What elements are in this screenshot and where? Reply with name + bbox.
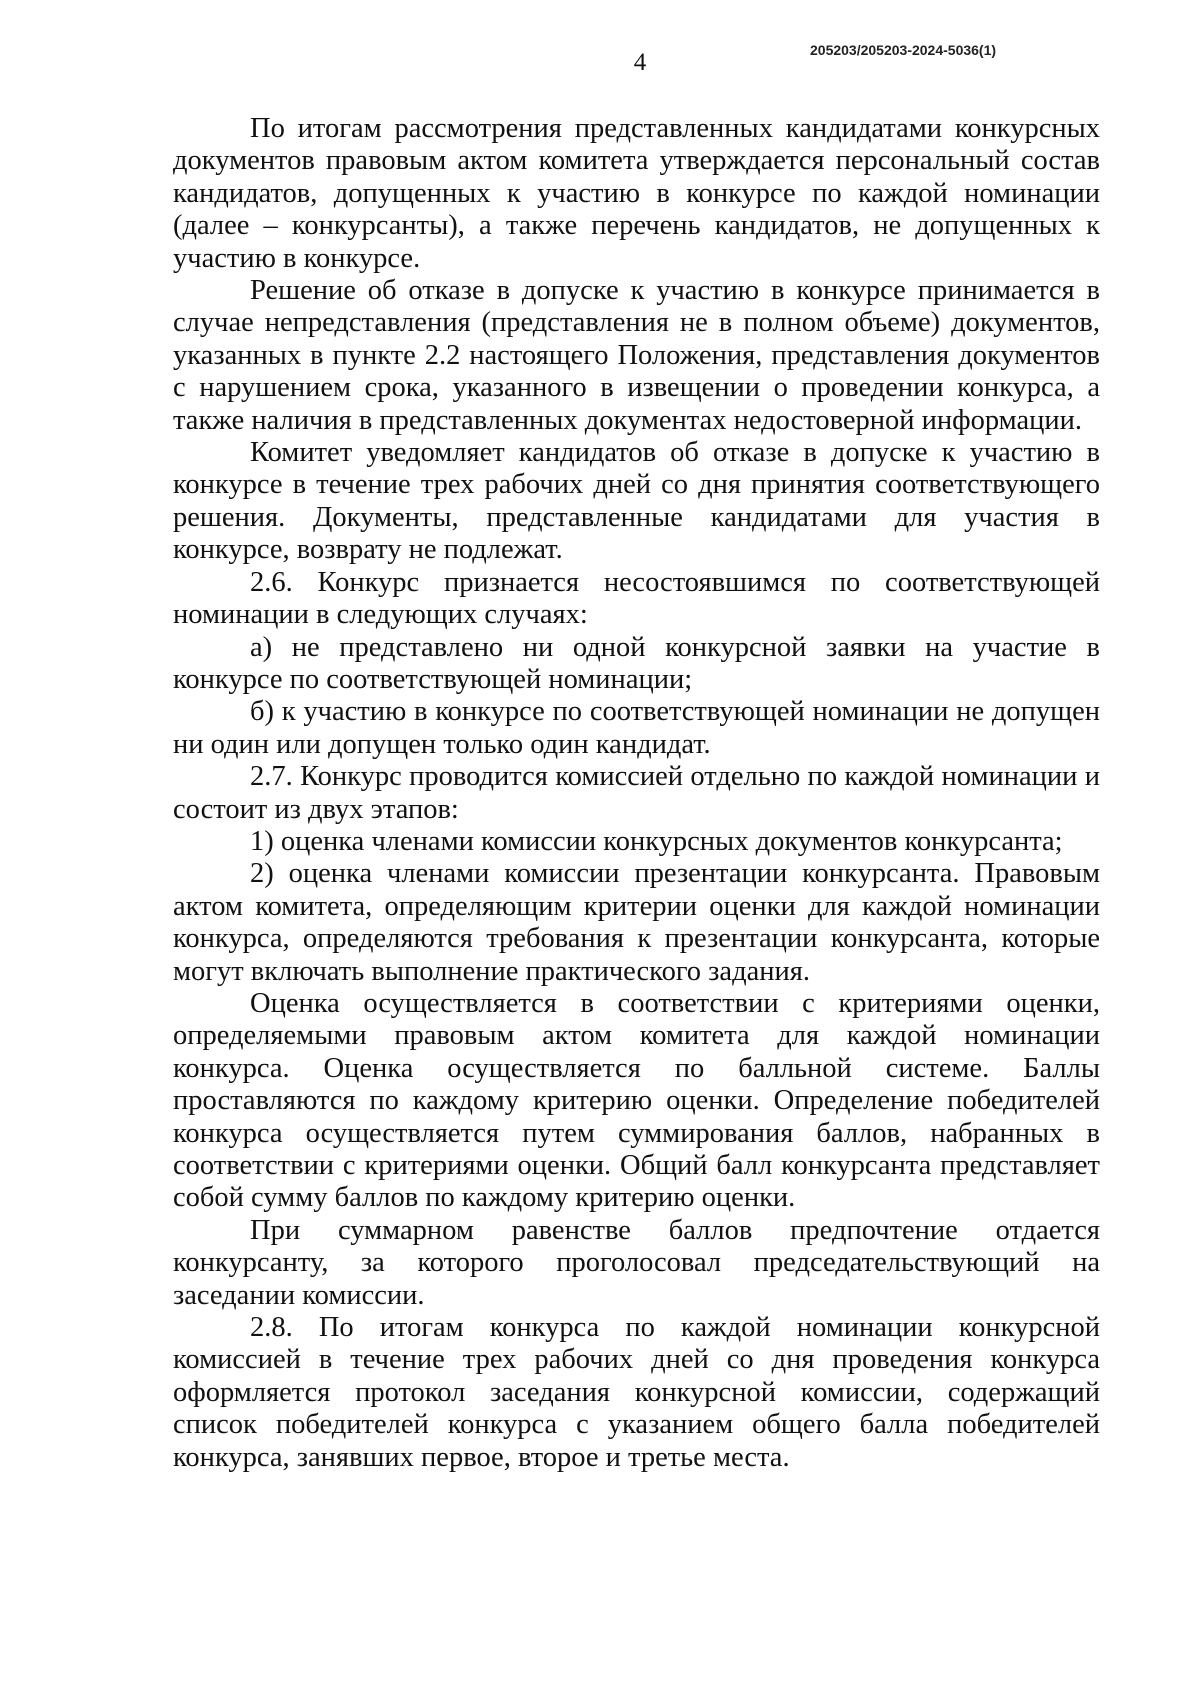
paragraph-clause-2-8: 2.8. По итогам конкурса по каждой номинации конкурсной комиссией в течение трех рабочих дней со дня проведения конкурса оформляется протокол заседания конкурсной комиссии, содержащий список победителей конкурса с указанием общего балла победителей конкурса, занявших первое, второе и третье места. — [173, 1312, 1100, 1473]
paragraph-clause-2-6-b: б) к участию в конкурсе по соответствующей номинации не допущен ни один или допущен только один кандидат. — [173, 696, 1100, 760]
paragraph-clause-2-6-a: а) не представлено ни одной конкурсной заявки на участие в конкурсе по соответствующей номинации; — [173, 631, 1100, 695]
paragraph-clause-2-7-1: 1) оценка членами комиссии конкурсных документов конкурсанта; — [250, 825, 1063, 857]
page-number: 4 — [633, 49, 647, 76]
paragraph-refusal-notice: Комитет уведомляет кандидатов об отказе в допуске к участию в конкурсе в течение трех рабочих дней со дня принятия соответствующего решения. Документы, представленные кандидатами для участия в конкурсе, возврату не подлежат. — [173, 437, 1100, 566]
paragraph-tie-break: При суммарном равенстве баллов предпочтение отдается конкурсанту, за которого проголосовал председательствующий на заседании комиссии. — [173, 1214, 1100, 1311]
paragraph-refusal-decision: Решение об отказе в допуске к участию в конкурсе принимается в случае непредставления (представления не в полном объеме) документов, указанных в пункте 2.2 настоящего Положения, представления документов с нарушением срока, указанного в извещении о проведении конкурса, а также наличия в представленных документах недостоверной информации. — [173, 275, 1100, 436]
document-body — [173, 113, 1100, 1474]
paragraph-clause-2-7: 2.7. Конкурс проводится комиссией отдельно по каждой номинации и состоит из двух этапов: — [173, 761, 1100, 825]
paragraph-admitted-candidates: По итогам рассмотрения представленных кандидатами конкурсных документов правовым актом комитета утверждается персональный состав кандидатов, допущенных к участию в конкурсе по каждой номинации (далее – конкурсанты), а также перечень кандидатов, не допущенных к участию в конкурсе. — [173, 113, 1100, 274]
document-id: 205203/205203-2024-5036(1) — [810, 42, 997, 58]
paragraph-clause-2-6: 2.6. Конкурс признается несостоявшимся по соответствующей номинации в следующих случаях: — [173, 566, 1100, 631]
paragraph-clause-2-7-2: 2) оценка членами комиссии презентации конкурсанта. Правовым актом комитета, определяющим критерии оценки для каждой номинации конкурса, определяются требования к презентации конкурсанта, которые могут включать выполнение практического задания. — [173, 858, 1100, 987]
paragraph-evaluation: Оценка осуществляется в соответствии с критериями оценки, определяемыми правовым актом комитета для каждой номинации конкурса. Оценка осуществляется по балльной системе. Баллы проставляются по каждому критерию оценки. Определение победителей конкурса осуществляется путем суммирования баллов, набранных в соответствии с критериями оценки. Общий балл конкурсанта представляет собой сумму баллов по каждому критерию оценки. — [173, 987, 1100, 1214]
